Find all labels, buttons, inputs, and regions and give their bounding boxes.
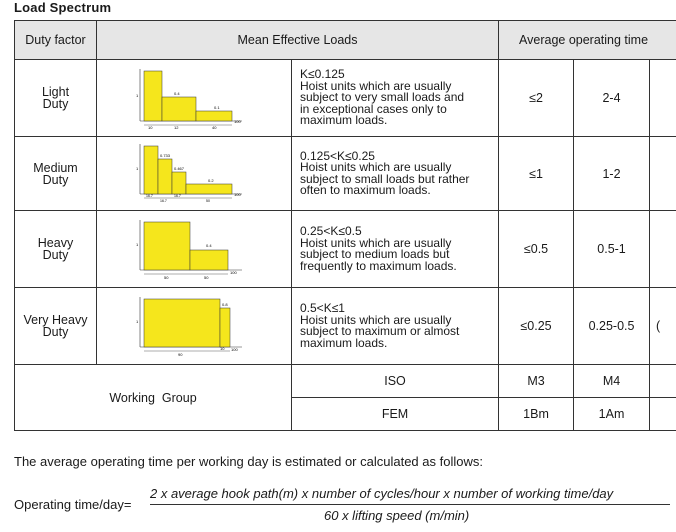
chart-bar	[172, 172, 186, 194]
chart-data-label: 0.8	[222, 302, 228, 307]
description-line: Hoist units which are usually	[300, 312, 452, 327]
header-mean-loads: Mean Effective Loads	[97, 21, 499, 60]
chart-bar	[158, 159, 172, 194]
fem-value: 1Am	[574, 398, 650, 431]
chart-bar	[186, 184, 232, 194]
load-chart-cell	[97, 288, 292, 365]
chart-bar	[144, 71, 162, 121]
chart-bar	[162, 97, 196, 121]
load-chart-cell	[97, 137, 292, 211]
chart-data-label: 0.4	[174, 91, 180, 96]
formula-denominator: 60 x lifting speed (m/min)	[324, 508, 470, 523]
chart-tick-label: 16.7	[174, 193, 181, 198]
chart-data-label: 0.2	[208, 177, 214, 183]
time-cell: ≤2	[499, 60, 574, 137]
time-cell-cut	[650, 137, 676, 211]
description-line: subject to medium loads but	[300, 247, 450, 261]
chart-data-label: 0.733	[160, 152, 171, 158]
operating-time-formula	[14, 486, 676, 526]
chart-end-label: 100	[230, 270, 237, 275]
time-cell: 1-2	[574, 137, 650, 211]
table-row	[15, 211, 676, 288]
fraction-bar	[150, 504, 670, 505]
duty-label-line1: Heavy	[37, 236, 74, 250]
description-line: subject to maximum or almost	[300, 324, 460, 338]
time-cell: 0.5-1	[574, 211, 650, 288]
chart-tick-label: 1	[136, 165, 139, 171]
k-range: 0.125<K≤0.25	[300, 148, 375, 163]
table-row	[15, 137, 676, 211]
chart-tick-label: 1	[136, 319, 139, 324]
chart-tick-label: 10	[220, 346, 225, 351]
duty-label-line2: Duty	[42, 97, 69, 111]
iso-row	[15, 365, 676, 398]
working-group-label: Working Group	[15, 365, 292, 431]
time-cell: ≤1	[499, 137, 574, 211]
time-cell: 2-4	[574, 60, 650, 137]
table-row	[15, 288, 676, 365]
chart-tick-label: 50	[164, 275, 169, 280]
iso-label: ISO	[292, 365, 499, 398]
k-range: 0.5<K≤1	[300, 301, 345, 315]
page-title: Load Spectrum	[14, 0, 112, 15]
duty-label-line1: Very Heavy	[23, 313, 88, 327]
description-line: Hoist units which are usually	[300, 235, 452, 250]
description-cell	[292, 211, 499, 288]
load-chart-very-heavy	[134, 293, 254, 359]
duty-label-line2: Duty	[42, 172, 69, 187]
chart-tick-label: 50	[204, 275, 209, 280]
chart-tick-label: 40	[212, 125, 217, 130]
iso-value-cut	[650, 365, 676, 398]
description-line: maximum loads.	[300, 335, 388, 350]
chart-end-label: 100	[231, 347, 238, 352]
description-line: Hoist units which are usually	[300, 78, 452, 93]
duty-cell	[15, 288, 97, 365]
description-line: maximum loads.	[300, 113, 388, 128]
load-spectrum-table	[14, 20, 676, 431]
chart-tick-label: 16.7	[160, 198, 167, 203]
iso-value: M4	[574, 365, 650, 398]
description-line: in exceptional cases only to	[300, 101, 447, 116]
description-line: often to maximum loads.	[300, 183, 431, 197]
duty-cell	[15, 211, 97, 288]
header-avg-time: Average operating time	[499, 21, 676, 60]
chart-tick-label: 16.7	[146, 193, 153, 198]
calculation-note: The average operating time per working day is estimated or calculated as follows:	[14, 454, 483, 469]
load-chart-medium	[134, 142, 254, 206]
chart-bar	[144, 222, 190, 270]
chart-bar	[220, 308, 230, 347]
description-line: subject to small loads but rather	[300, 171, 470, 186]
k-range: K≤0.125	[300, 67, 345, 82]
description-cell	[292, 137, 499, 211]
load-chart-heavy	[134, 216, 254, 282]
fem-value-cut	[650, 398, 676, 431]
chart-bar	[144, 146, 158, 194]
description-cell	[292, 288, 499, 365]
time-cell: ≤0.5	[499, 211, 574, 288]
chart-data-label: 0.467	[174, 165, 185, 171]
duty-cell	[15, 137, 97, 211]
fem-value: 1Bm	[499, 398, 574, 431]
formula-numerator: 2 x average hook path(m) x number of cycles/hour x number of working time/day	[150, 486, 614, 501]
time-cell: ≤0.25	[499, 288, 574, 365]
table-row	[15, 60, 676, 137]
description-line: frequently to maximum loads.	[300, 258, 457, 273]
fem-label: FEM	[292, 398, 499, 431]
iso-value: M3	[499, 365, 574, 398]
header-duty-factor: Duty factor	[15, 21, 97, 60]
description-cell	[292, 60, 499, 137]
time-cell-cut	[650, 60, 676, 137]
header-row	[15, 21, 676, 60]
duty-label-line1: Medium	[33, 160, 78, 175]
formula-lhs: Operating time/day=	[14, 497, 132, 512]
chart-tick-label: 1	[136, 242, 139, 247]
time-cell: 0.25-0.5	[574, 288, 650, 365]
chart-end-label: 100	[234, 119, 241, 124]
time-cell-cut	[650, 211, 676, 288]
duty-label-line1: Light	[41, 85, 70, 99]
chart-tick-label: 12	[174, 125, 179, 130]
chart-data-label: 0.1	[214, 105, 220, 110]
chart-tick-label: 50	[206, 198, 210, 203]
load-chart-cell	[97, 60, 292, 137]
duty-cell	[15, 60, 97, 137]
load-chart-light	[134, 65, 254, 131]
chart-bar	[196, 111, 232, 121]
chart-end-label: 100	[234, 191, 241, 197]
chart-data-label: 0.4	[206, 243, 212, 248]
description-line: Hoist units which are usually	[300, 160, 452, 174]
chart-tick-label: 10	[148, 125, 153, 130]
chart-tick-label: 1	[136, 93, 139, 98]
load-chart-cell	[97, 211, 292, 288]
duty-label-line2: Duty	[42, 248, 69, 262]
chart-bar	[144, 299, 220, 347]
k-range: 0.25<K≤0.5	[300, 224, 362, 238]
description-line: subject to very small loads and	[300, 90, 465, 105]
chart-tick-label: 90	[178, 352, 183, 357]
time-cell-cut: (	[650, 288, 676, 365]
chart-bar	[190, 250, 228, 270]
duty-label-line2: Duty	[42, 325, 69, 339]
